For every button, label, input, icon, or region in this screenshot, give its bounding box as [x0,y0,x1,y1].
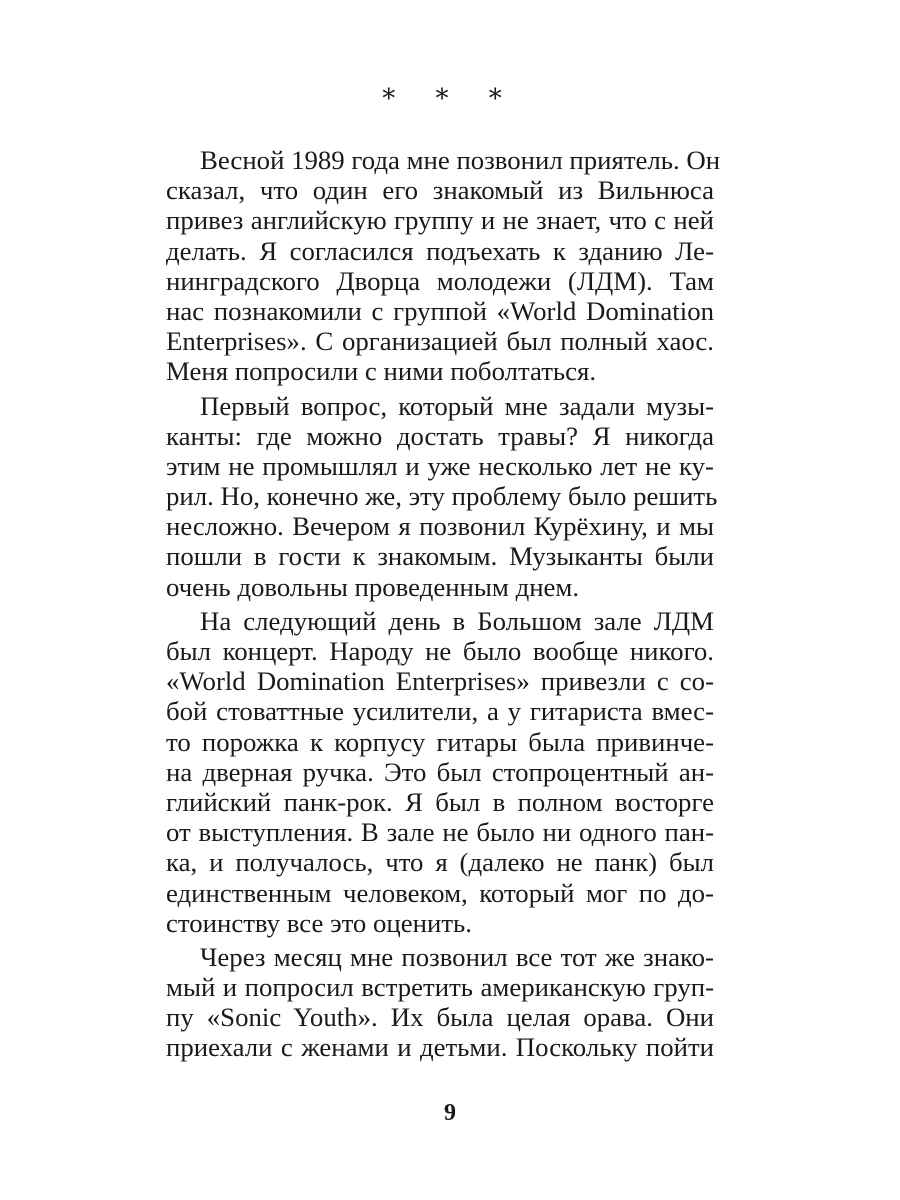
text-line: на дверная ручка. Это был стопроцентный ан- [166,756,714,787]
text-line: то порожка к корпусу гитары была привинче- [166,726,714,757]
text-line: «World Domination Enterprises» привезли с со- [166,666,714,697]
text-line: Enterprises». С организацией был полный хаос. [166,326,714,357]
text-line: приехали с женами и детьми. Поскольку пойти [166,1032,714,1063]
text-line: Первый вопрос, который мне задали музы- [200,390,714,421]
text-line: канты: где можно достать травы? Я никогда [166,420,714,451]
text-line: глийский панк-рок. Я был в полном восторге [166,786,714,817]
text-line: привез английскую группу и не знает, что с ней [166,205,714,236]
text-line: На следующий день в Большом зале ЛДМ [200,605,714,636]
text-line: пошли в гости к знакомым. Музыканты были [166,541,714,572]
text-line: от выступления. В зале не было ни одного пан- [166,817,714,848]
paragraph [166,145,721,387]
text-line: мый и попросил встретить американскую груп- [166,972,714,1003]
text-line: рил. Но, конечно же, эту проблему было решить [166,481,718,512]
text-line: делать. Я согласился подъехать к зданию Ле- [166,235,714,266]
text-line: Через месяц мне позвонил все тот же знако- [200,941,714,972]
body-text [166,145,721,1063]
text-line: стоинству все это оценить. [166,907,472,938]
text-line: нас познакомили с группой «World Domination [166,295,714,326]
text-line: очень довольны проведенным днем. [166,571,580,602]
text-line: бой стоваттные усилители, а у гитариста вмес- [166,696,714,727]
paragraph [166,942,714,1063]
text-line: ка, и получалось, что я (далеко не панк) был [166,847,714,878]
paragraph [166,606,714,938]
text-line: был концерт. Народу не было вообще никого. [166,636,714,666]
page-number: 9 [444,1100,456,1126]
text-line: Весной 1989 года мне позвонил приятель. Он [200,145,721,175]
text-line: этим не промышлял и уже несколько лет не ку- [166,450,714,481]
text-line: нинградского Дворца молодежи (ЛДМ). Там [166,265,714,296]
text-line: пу «Sonic Youth». Их была целая орава. Они [166,1002,714,1033]
paragraph [166,390,718,602]
text-line: сказал, что один его знакомый из Вильнюса [166,175,714,206]
text-line: единственным человеком, который мог по до- [166,877,714,908]
text-line: Меня попросили с ними поболтаться. [166,356,597,387]
section-divider: * * * [382,84,518,114]
text-line: несложно. Вечером я позвонил Курёхину, и мы [166,511,714,542]
